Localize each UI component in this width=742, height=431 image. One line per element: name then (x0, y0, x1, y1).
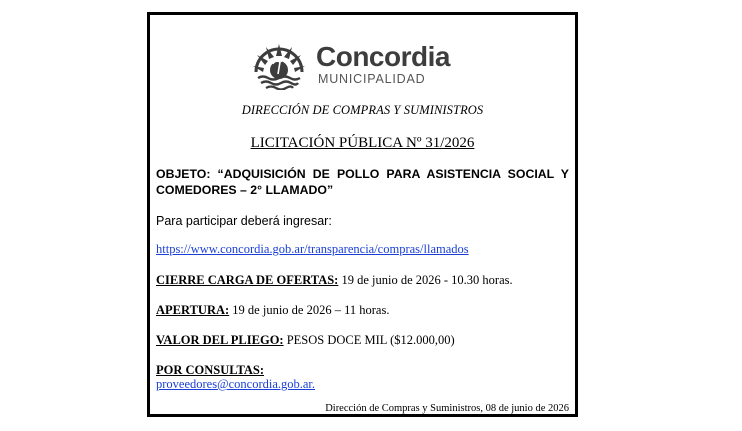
objeto-text: OBJETO: “ADQUISICIÓN DE POLLO PARA ASISTENCIA SOCIAL Y COMEDORES – 2° LLAMADO” (156, 167, 569, 197)
pliego-row (156, 333, 455, 348)
apertura-label: APERTURA: (156, 303, 230, 317)
apertura-value: 19 de junio de 2026 – 11 horas. (229, 303, 390, 317)
consultas-row (156, 363, 264, 378)
department-heading: DIRECCIÓN DE COMPRAS Y SUMINISTROS (241, 103, 484, 117)
pliego-value: PESOS DOCE MIL ($12.000,00) (283, 333, 455, 347)
consultas-label: POR CONSULTAS: (156, 363, 265, 377)
participate-text: Para participar deberá ingresar: (156, 214, 332, 228)
tender-notice (147, 12, 578, 417)
apertura-row (156, 303, 389, 318)
tender-title: LICITACIÓN PÚBLICA Nº 31/2026 (250, 135, 475, 151)
cierre-label: CIERRE CARGA DE OFERTAS: (156, 273, 339, 287)
concordia-logo (248, 38, 473, 90)
footer-signature: Dirección de Compras y Suministros, 08 de junio de 2026 (325, 403, 569, 414)
concordia-emblem-icon (248, 38, 310, 90)
consultas-email-link[interactable]: proveedores@concordia.gob.ar. (156, 377, 316, 391)
logo-subtitle: MUNICIPALIDAD (318, 72, 426, 86)
transparency-link[interactable]: https://www.concordia.gob.ar/transparencia/compras/llamados (156, 242, 469, 256)
logo-name: Concordia (316, 41, 450, 72)
cierre-value: 19 de junio de 2026 - 10.30 horas. (338, 273, 513, 287)
pliego-label: VALOR DEL PLIEGO: (156, 333, 284, 347)
cierre-row (156, 273, 513, 288)
